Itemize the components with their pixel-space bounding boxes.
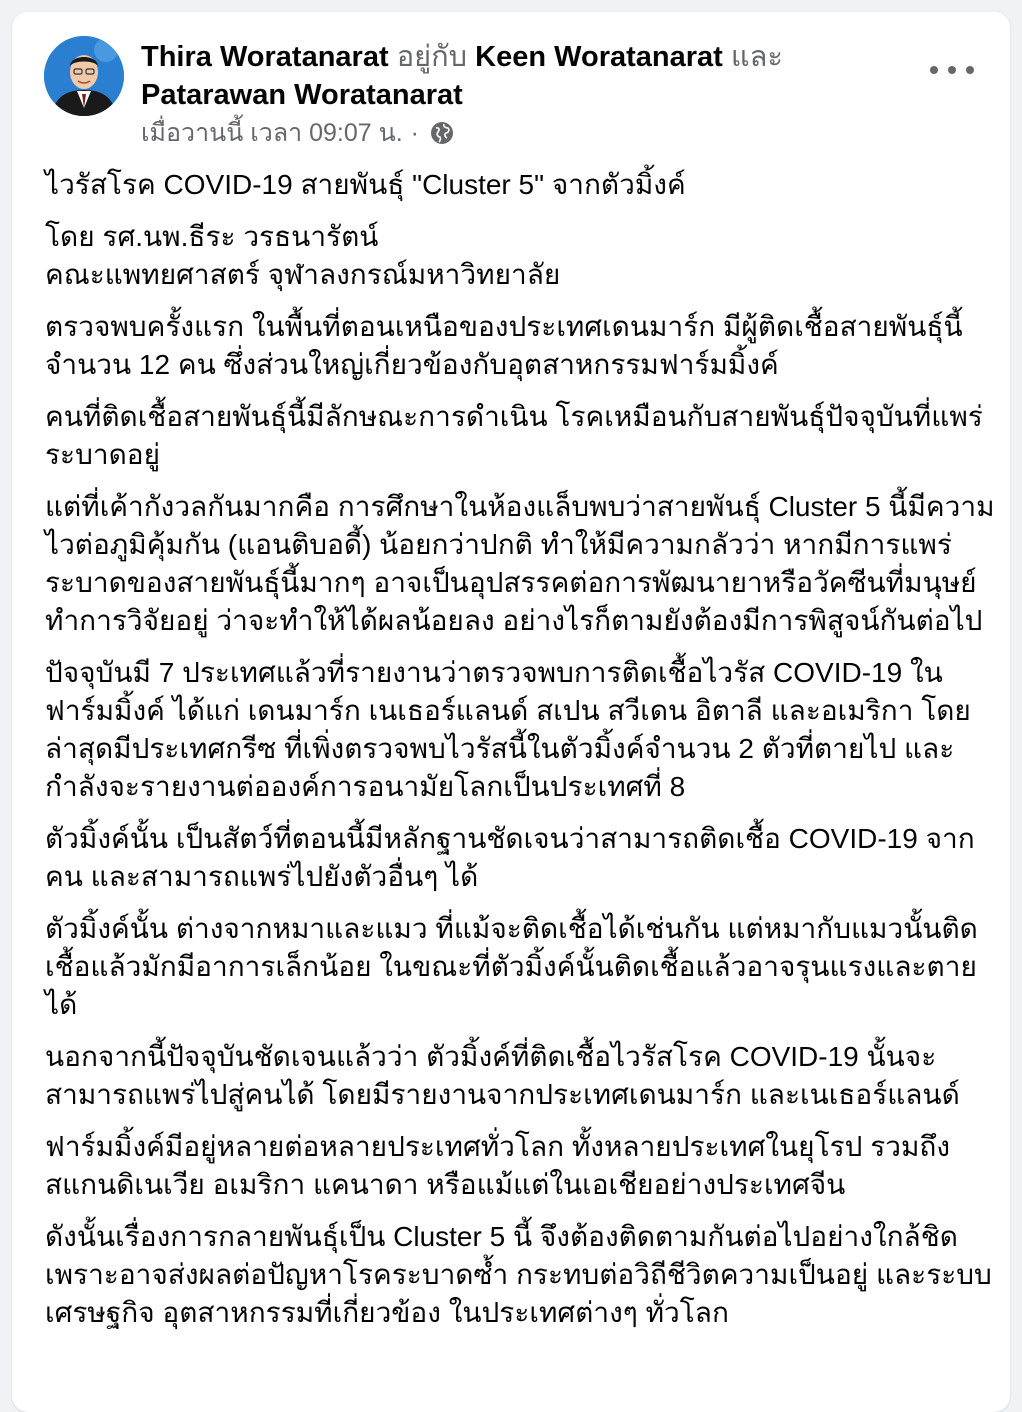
post-paragraph: ตรวจพบครั้งแรก ในพื้นที่ตอนเหนือของประเทศเดนมาร์ก มีผู้ติดเชื้อสายพันธุ์นี้จำนวน 12 คน ซึ่งส่วนใหญ่เกี่ยวข้องกับอุตสาหกรรมฟาร์มมิ้งค์ [45,311,963,380]
post-paragraph: นอกจากนี้ปัจจุบันชัดเจนแล้วว่า ตัวมิ้งค์ที่ติดเชื้อไวรัสโรค COVID-19 นั้นจะสามารถแพร่ไปสู่คนได้ โดยมีรายงานจากประเทศเดนมาร์ก และเนเธอร์แลนด์ [45,1041,960,1110]
with-label: อยู่กับ [396,41,468,73]
post-paragraph: แต่ที่เค้ากังวลกันมากคือ การศึกษาในห้องแล็บพบว่าสายพันธุ์ Cluster 5 นี้มีความไวต่อภูมิคุ้มกัน (แอนติบอดี้) น้อยกว่าปกติ ทำให้มีความกลัวว่า หากมีการแพร่ระบาดของสายพันธุ์นี้มากๆ อาจเป็นอุปสรรคต่อการพัฒนายาหรือวัคซีนที่มนุษย์ทำการวิจัยอยู่ ว่าจะทำให้ได้ผลน้อยลง อย่างไรก็ตามยังต้องมีการพิสูจน์กันต่อไป [45,491,995,636]
more-options-icon[interactable] [930,56,974,84]
more-dot [966,66,974,74]
post-paragraph: ไวรัสโรค COVID-19 สายพันธุ์ "Cluster 5" จากตัวมิ้งค์ [45,169,686,200]
post-header [141,38,841,114]
post-timestamp[interactable]: เมื่อวานนี้ เวลา 09:07 น. [141,119,403,147]
avatar[interactable] [44,36,124,116]
post-meta [141,117,455,149]
post-paragraph: ปัจจุบันมี 7 ประเทศแล้วที่รายงานว่าตรวจพบการติดเชื้อไวรัส COVID-19 ในฟาร์มมิ้งค์ ได้แก่ เดนมาร์ก เนเธอร์แลนด์ สเปน สวีเดน อิตาลี และอเมริกา โดยล่าสุดมีประเทศกรีซ ที่เพิ่งตรวจพบไวรัสนี้ในตัวมิ้งค์จำนวน 2 ตัวที่ตายไป และกำลังจะรายงานต่อองค์การอนามัยโลกเป็นประเทศที่ 8 [45,657,971,802]
globe-icon[interactable] [429,120,455,146]
more-dot [948,66,956,74]
meta-separator: · [410,119,419,147]
post-paragraph: ตัวมิ้งค์นั้น เป็นสัตว์ที่ตอนนี้มีหลักฐานชัดเจนว่าสามารถติดเชื้อ COVID-19 จากคน และสามารถแพร่ไปยังตัวอื่นๆ ได้ [45,823,975,892]
post-paragraph: โดย รศ.นพ.ธีระ วรธนารัตน์ คณะแพทยศาสตร์ จุฬาลงกรณ์มหาวิทยาลัย [45,221,561,290]
tagged-person-2[interactable]: Patarawan Woratanarat [141,79,463,111]
post-paragraph: คนที่ติดเชื้อสายพันธุ์นี้มีลักษณะการดำเนิน โรคเหมือนกับสายพันธุ์ปัจจุบันที่แพร่ระบาดอยู่ [45,401,983,470]
tagged-person-1[interactable]: Keen Woratanarat [475,41,723,73]
and-label: และ [730,41,783,73]
author-name[interactable]: Thira Woratanarat [141,41,389,73]
post-paragraph: ฟาร์มมิ้งค์มีอยู่หลายต่อหลายประเทศทั่วโลก ทั้งหลายประเทศในยุโรป รวมถึงสแกนดิเนเวีย อเมริกา แคนาดา หรือแม้แต่ในเอเชียอย่างประเทศจีน [45,1131,951,1200]
post-paragraph: ดังนั้นเรื่องการกลายพันธุ์เป็น Cluster 5 นี้ จึงต้องติดตามกันต่อไปอย่างใกล้ชิด เพราะอาจส่งผลต่อปัญหาโรคระบาดซ้ำ กระทบต่อวิถีชีวิตความเป็นอยู่ และระบบเศรษฐกิจ อุตสาหกรรมที่เกี่ยวข้อง ในประเทศต่างๆ ทั่วโลก [45,1221,992,1328]
post-body [45,166,995,1346]
post-card [12,12,1010,1412]
post-paragraph: ตัวมิ้งค์นั้น ต่างจากหมาและแมว ที่แม้จะติดเชื้อได้เช่นกัน แต่หมากับแมวนั้นติดเชื้อแล้วมักมีอาการเล็กน้อย ในขณะที่ตัวมิ้งค์นั้นติดเชื้อแล้วอาจรุนแรงและตายได้ [45,913,978,1020]
author-line [141,38,841,114]
more-dot [930,66,938,74]
